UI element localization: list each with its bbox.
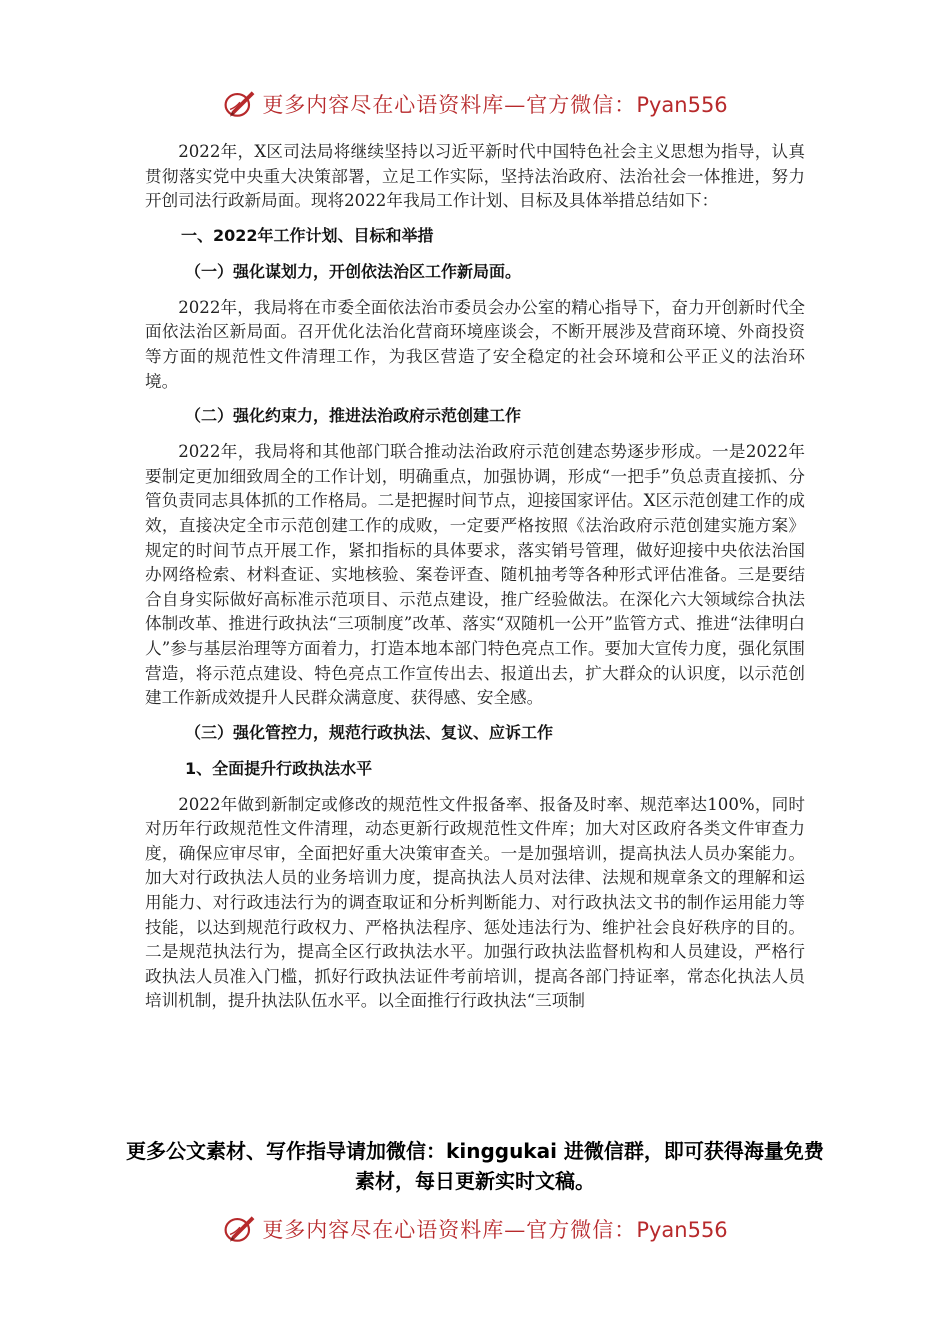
banner-text: 更多内容尽在心语资料库—官方微信：Pyan556	[262, 93, 728, 117]
section2-paragraph: 2022年，我局将和其他部门联合推动法治政府示范创建态势逐步形成。一是2022年要制定更加细致周全的工作计划，明确重点，加强协调，形成“一把手”负总责直接抓、分管负责同志具体抓的工作格局。二是把握时间节点，迎接国家评估。X区示范创建工作的成效，直接决定全市示范创建工作的成败，一定要严格按照《法治政府示范创建实施方案》规定的时间节点开展工作，紧扣指标的具体要求，落实销号管理，做好迎接中央依法治国办网络检索、材料查证、实地核验、案卷评查、随机抽考等各种形式评估准备。三是要结合自身实际做好高标准示范项目、示范点建设，推广经验做法。在深化六大领域综合执法体制改革、推进行政执法“三项制度”改革、落实“双随机一公开”监管方式、推进“法律明白人”参与基层治理等方面着力，打造本地本部门特色亮点工作。要加大宣传力度，强化氛围营造，将示范点建设、特色亮点工作宣传出去、报道出去，扩大群众的认识度，以示范创建工作新成效提升人民群众满意度、获得感、安全感。	[145, 442, 805, 708]
subsection1-title: 1、全面提升行政执法水平	[185, 758, 373, 778]
intro-paragraph: 2022年，X区司法局将继续坚持以习近平新时代中国特色社会主义思想为指导，认真贯彻落实党中央重大决策部署，立足工作实际，坚持法治政府、法治社会一体推进，努力开创司法行政新局面。现将2022年我局工作计划、目标及具体举措总结如下：	[145, 142, 805, 211]
document-body	[145, 140, 805, 1024]
header-banner	[0, 84, 950, 124]
banner-wechat: Pyan556	[636, 93, 728, 117]
footer-banner	[0, 1209, 950, 1249]
section3-title: （三）强化管控力，规范行政执法、复议、应诉工作	[185, 722, 554, 742]
banner-text: 更多内容尽在心语资料库—官方微信：Pyan556	[262, 1218, 728, 1242]
subsection1-paragraph: 2022年做到新制定或修改的规范性文件报备率、报备及时率、规范率达100%，同时对历年行政规范性文件清理，动态更新行政规范性文件库；加大对区政府各类文件审查力度，确保应审尽审，全面把好重大决策审查关。一是加强培训，提高执法人员办案能力。加大对行政执法人员的业务培训力度，提高执法人员对法律、法规和规章条文的理解和运用能力、对行政违法行为的调查取证和分析判断能力、对行政执法文书的制作运用能力等技能，以达到规范行政权力、严格执法程序、惩处违法行为、维护社会良好秩序的目的。二是规范执法行为，提高全区行政执法水平。加强行政执法监督机构和人员建设，严格行政执法人员准入门槛，抓好行政执法证件考前培训，提高各部门持证率，常态化执法人员培训机制，提升执法队伍水平。以全面推行行政执法“三项制	[145, 794, 805, 1011]
section1-paragraph: 2022年，我局将在市委全面依法治市委员会办公室的精心指导下，奋力开创新时代全面依法治区新局面。召开优化法治化营商环境座谈会，不断开展涉及营商环境、外商投资等方面的规范性文件清理工作，为我区营造了安全稳定的社会环境和公平正义的法治环境。	[145, 297, 805, 391]
section1-title: （一）强化谋划力，开创依法治区工作新局面。	[185, 261, 522, 281]
section2-title: （二）强化约束力，推进法治政府示范创建工作	[185, 406, 522, 426]
pen-logo-icon	[222, 1211, 258, 1247]
heading-plan: 一、2022年工作计划、目标和举措	[181, 225, 434, 245]
wechat-notice: 更多公文素材、写作指导请加微信：kinggukai 进微信群，即可获得海量免费素材，每日更新实时文稿。	[126, 1139, 824, 1193]
pen-logo-icon	[222, 86, 258, 122]
banner-wechat: Pyan556	[636, 1218, 728, 1242]
